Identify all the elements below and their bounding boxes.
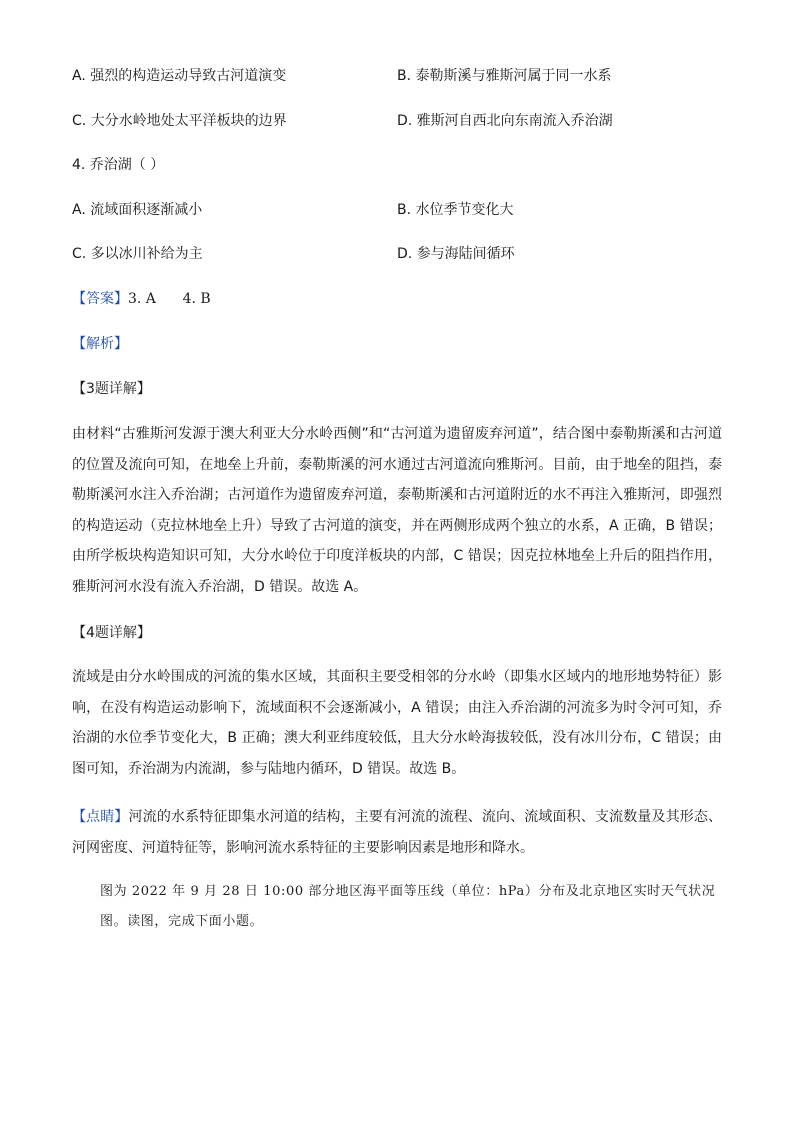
tip-tag: 【点睛】	[72, 809, 129, 825]
q4-options-row-1	[72, 198, 732, 222]
answer-tag: 【答案】	[72, 291, 128, 307]
q3-options-row-1	[72, 64, 732, 88]
q3-options-row-2	[72, 109, 732, 133]
q4-option-b: B. 水位季节变化大	[397, 202, 514, 218]
q3-option-d: D. 雅斯河自西北向东南流入乔治湖	[397, 113, 613, 129]
tip-body: 河流的水系特征即集水河道的结构，主要有河流的流程、流向、流域面积、支流数量及其形态、河网密度、河道特征等，影响河流水系特征的主要影响因素是地形和降水。	[72, 809, 723, 856]
q4-stem: 4. 乔治湖（ ）	[72, 157, 165, 173]
q3-option-a: A. 强烈的构造运动导致古河道演变	[72, 68, 287, 84]
next-question-intro: 图为 2022 年 9 月 28 日 10:00 部分地区海平面等压线（单位：hPa）分布及北京地区实时天气状况图。读图，完成下面小题。	[100, 884, 716, 929]
answer-line	[72, 287, 211, 311]
detail3-body: 由材料“古雅斯河发源于澳大利亚大分水岭西侧”和“古河道为遗留废弃河道”，结合图中泰勒斯溪和古河道的位置及流向可知，在地垒上升前，泰勒斯溪的河水通过古河道流向雅斯河。目前，由于地垒的阻挡，泰勒斯溪河水注入乔治湖；古河道作为遗留废弃河道，泰勒斯溪和古河道附近的水不再注入雅斯河，即强烈的构造运动（克拉林地垒上升）导致了古河道的演变，并在两侧形成两个独立的水系，A 正确，B 错误；由所学板块构造知识可知，大分水岭位于印度洋板块的内部，C 错误；因克拉林地垒上升后的阻挡作用，雅斯河河水没有流入乔治湖，D 错误。故选 A。	[72, 426, 722, 595]
detail4-heading: 【4题详解】	[72, 625, 151, 641]
q3-option-b: B. 泰勒斯溪与雅斯河属于同一水系	[397, 68, 612, 84]
detail3-heading: 【3题详解】	[72, 381, 151, 397]
tip-paragraph	[72, 802, 722, 863]
q4-option-d: D. 参与海陆间循环	[397, 246, 515, 262]
answer-value: 3. A 4. B	[128, 291, 211, 307]
q3-option-c: C. 大分水岭地处太平洋板块的边界	[72, 113, 287, 129]
analysis-heading	[72, 332, 128, 356]
analysis-tag: 【解析】	[72, 336, 128, 352]
q4-options-row-2	[72, 242, 732, 266]
q4-option-a: A. 流域面积逐渐减小	[72, 202, 203, 218]
q4-option-c: C. 多以冰川补给为主	[72, 246, 203, 262]
detail4-body: 流域是由分水岭围成的河流的集水区域，其面积主要受相邻的分水岭（即集水区域内的地形地势特征）影响，在没有构造运动影响下，流域面积不会逐渐减小，A 错误；由注入乔治湖的河流多为时令河可知，乔治湖的水位季节变化大，B 正确；澳大利亚纬度较低，且大分水岭海拔较低，没有冰川分布，C 错误；由图可知，乔治湖为内流湖，参与陆地内循环，D 错误。故选 B。	[72, 669, 722, 777]
